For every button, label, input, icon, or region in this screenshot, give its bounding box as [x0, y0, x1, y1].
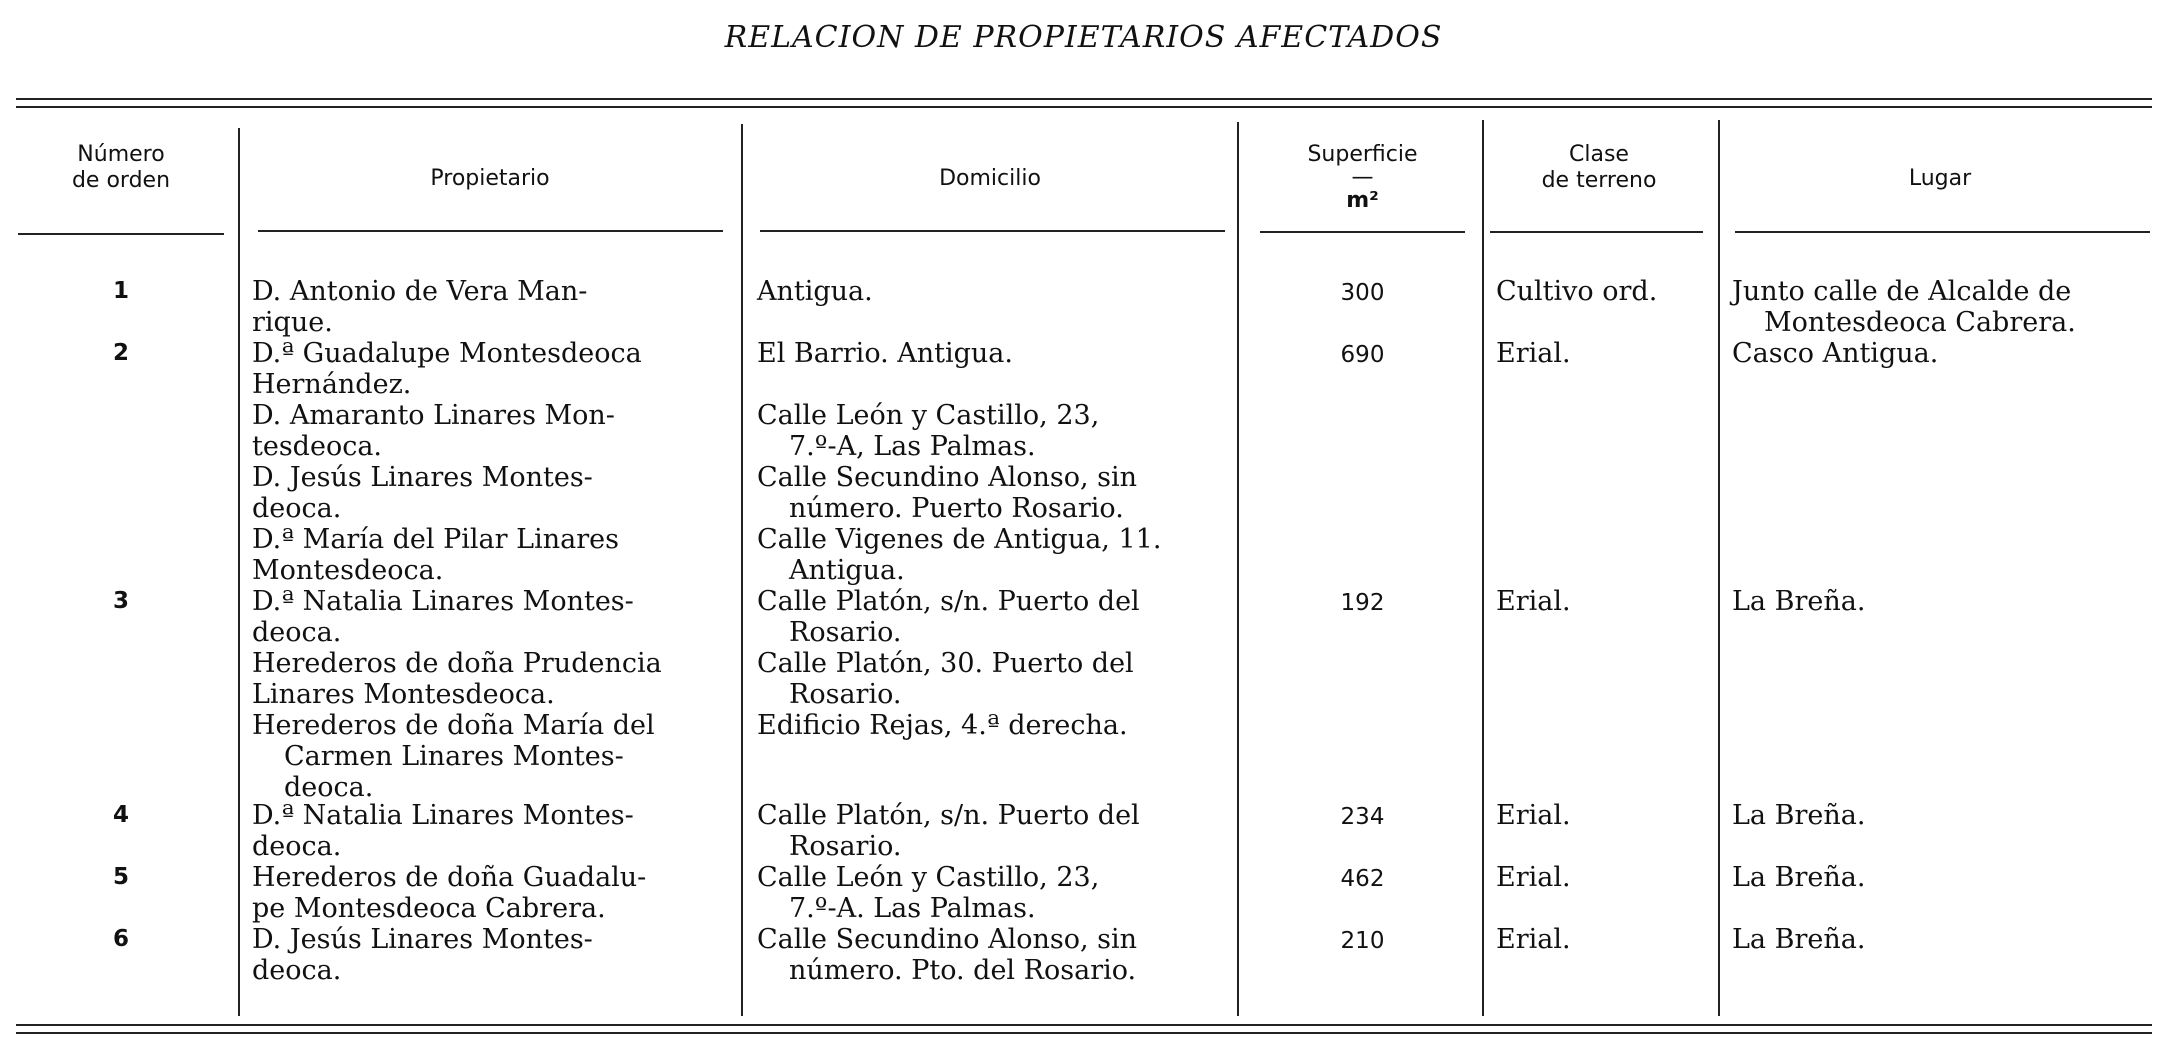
header-superficie	[1250, 142, 1475, 214]
address	[757, 800, 1227, 862]
owner-name-line: deoca.	[252, 955, 342, 986]
header-rule	[1735, 231, 2150, 233]
surface-area: 210	[1340, 928, 1385, 954]
row-number: 1	[112, 278, 129, 304]
owner-name	[252, 862, 727, 924]
owner-name-line: Carmen Linares Montes-	[284, 741, 624, 772]
land-class: Cultivo ord.	[1496, 276, 1658, 307]
owner-name-line: deoca.	[252, 617, 342, 648]
owner-name	[252, 648, 727, 710]
address-line: Calle León y Castillo, 23,	[757, 400, 1100, 431]
owner-name	[252, 586, 727, 648]
location-line: La Breña.	[1732, 924, 1866, 955]
owner-name	[252, 924, 727, 986]
address	[757, 462, 1227, 524]
address-line: El Barrio. Antigua.	[757, 338, 1013, 369]
owner-name-line: D. Antonio de Vera Man-	[252, 276, 588, 307]
location	[1732, 862, 2157, 893]
column-divider	[741, 124, 743, 1016]
location-line: La Breña.	[1732, 862, 1866, 893]
owner-name-line: Herederos de doña Prudencia	[252, 648, 662, 679]
owner-name-line: Montesdeoca.	[252, 555, 444, 586]
owner-name	[252, 462, 727, 524]
header-rule	[258, 230, 723, 232]
header-rule	[1260, 231, 1465, 233]
bottom-rule	[16, 1024, 2152, 1026]
bottom-rule-2	[16, 1032, 2152, 1034]
column-divider	[238, 128, 240, 1016]
column-divider	[1237, 122, 1239, 1016]
owner-name	[252, 276, 727, 338]
owner-name	[252, 524, 727, 586]
address-line: número. Pto. del Rosario.	[789, 955, 1137, 986]
surface-area: 462	[1340, 866, 1385, 892]
owner-name-line: tesdeoca.	[252, 431, 383, 462]
owner-name-line: deoca.	[252, 493, 342, 524]
header-clase-line2: de terreno	[1541, 168, 1657, 193]
header-propietario: Propietario	[430, 166, 550, 191]
header-rule	[1490, 231, 1703, 233]
land-class: Erial.	[1496, 800, 1571, 831]
owner-name-line: deoca.	[284, 772, 374, 803]
owner-name-line: Hernández.	[252, 369, 412, 400]
land-class: Erial.	[1496, 586, 1571, 617]
address	[757, 648, 1227, 710]
address-line: Rosario.	[789, 831, 902, 862]
location	[1732, 586, 2157, 617]
address-line: 7.º-A, Las Palmas.	[789, 431, 1036, 462]
owner-name-line: D.ª Guadalupe Montesdeoca	[252, 338, 642, 369]
owner-name-line: D. Jesús Linares Montes-	[252, 924, 593, 955]
address-line: Calle Secundino Alonso, sin	[757, 462, 1138, 493]
address-line: Antigua.	[757, 276, 873, 307]
header-rule	[18, 233, 224, 235]
header-rule	[760, 230, 1225, 232]
header-numero-line1: Número	[77, 142, 165, 167]
row-number: 5	[112, 864, 129, 890]
header-domicilio: Domicilio	[939, 166, 1041, 191]
location-line: La Breña.	[1732, 800, 1866, 831]
owner-name	[252, 400, 727, 462]
address-line: Calle Platón, s/n. Puerto del	[757, 586, 1140, 617]
owner-name-line: Herederos de doña María del	[252, 710, 655, 741]
column-divider	[1718, 120, 1720, 1016]
address	[757, 400, 1227, 462]
location	[1732, 800, 2157, 831]
surface-area: 234	[1340, 804, 1385, 830]
address	[757, 338, 1227, 369]
address-line: número. Puerto Rosario.	[789, 493, 1124, 524]
header-superficie-dash: —	[1351, 165, 1374, 190]
owner-name-line: D.ª Natalia Linares Montes-	[252, 800, 634, 831]
location	[1732, 924, 2157, 955]
address-line: Calle Platón, 30. Puerto del	[757, 648, 1134, 679]
owner-name-line: Linares Montesdeoca.	[252, 679, 555, 710]
owner-name	[252, 710, 727, 803]
location-line: Junto calle de Alcalde de	[1732, 276, 2072, 307]
address-line: 7.º-A. Las Palmas.	[789, 893, 1036, 924]
owner-name-line: pe Montesdeoca Cabrera.	[252, 893, 606, 924]
address-line: Calle León y Castillo, 23,	[757, 862, 1100, 893]
header-lugar: Lugar	[1908, 166, 1972, 191]
document-title: RELACION DE PROPIETARIOS AFECTADOS	[724, 20, 1443, 55]
owner-name-line: D. Amaranto Linares Mon-	[252, 400, 615, 431]
surface-area: 192	[1340, 590, 1385, 616]
address	[757, 524, 1227, 586]
owner-name-line: rique.	[252, 307, 333, 338]
address-line: Edificio Rejas, 4.ª derecha.	[757, 710, 1128, 741]
owner-name-line: deoca.	[252, 831, 342, 862]
location-line: Montesdeoca Cabrera.	[1764, 307, 2076, 338]
row-number: 6	[112, 926, 129, 952]
top-rule	[16, 98, 2152, 100]
header-superficie-label: Superficie	[1307, 142, 1418, 167]
surface-area: 690	[1340, 342, 1385, 368]
location	[1732, 338, 2157, 369]
address	[757, 862, 1227, 924]
location-line: Casco Antigua.	[1732, 338, 1939, 369]
address-line: Rosario.	[789, 617, 902, 648]
address-line: Calle Platón, s/n. Puerto del	[757, 800, 1140, 831]
address-line: Antigua.	[789, 555, 905, 586]
address	[757, 710, 1227, 741]
top-rule-2	[16, 106, 2152, 108]
owner-name	[252, 800, 727, 862]
row-number: 2	[112, 340, 129, 366]
header-clase	[1488, 142, 1710, 194]
row-number: 3	[112, 588, 129, 614]
owner-name-line: D.ª Natalia Linares Montes-	[252, 586, 634, 617]
address-line: Calle Secundino Alonso, sin	[757, 924, 1138, 955]
surface-area: 300	[1340, 280, 1385, 306]
land-class: Erial.	[1496, 924, 1571, 955]
column-divider	[1482, 120, 1484, 1016]
land-class: Erial.	[1496, 862, 1571, 893]
header-numero	[16, 142, 226, 194]
row-number: 4	[112, 802, 129, 828]
owner-name-line: D. Jesús Linares Montes-	[252, 462, 593, 493]
address	[757, 276, 1227, 307]
header-numero-line2: de orden	[71, 168, 171, 193]
address-line: Calle Vigenes de Antigua, 11.	[757, 524, 1162, 555]
owner-name-line: Herederos de doña Guadalu-	[252, 862, 647, 893]
address	[757, 924, 1227, 986]
owner-name	[252, 338, 727, 400]
land-class: Erial.	[1496, 338, 1571, 369]
header-clase-line1: Clase	[1569, 142, 1629, 167]
location	[1732, 276, 2157, 338]
location-line: La Breña.	[1732, 586, 1866, 617]
owner-name-line: D.ª María del Pilar Linares	[252, 524, 619, 555]
address	[757, 586, 1227, 648]
header-superficie-unit: m²	[1346, 188, 1379, 213]
address-line: Rosario.	[789, 679, 902, 710]
